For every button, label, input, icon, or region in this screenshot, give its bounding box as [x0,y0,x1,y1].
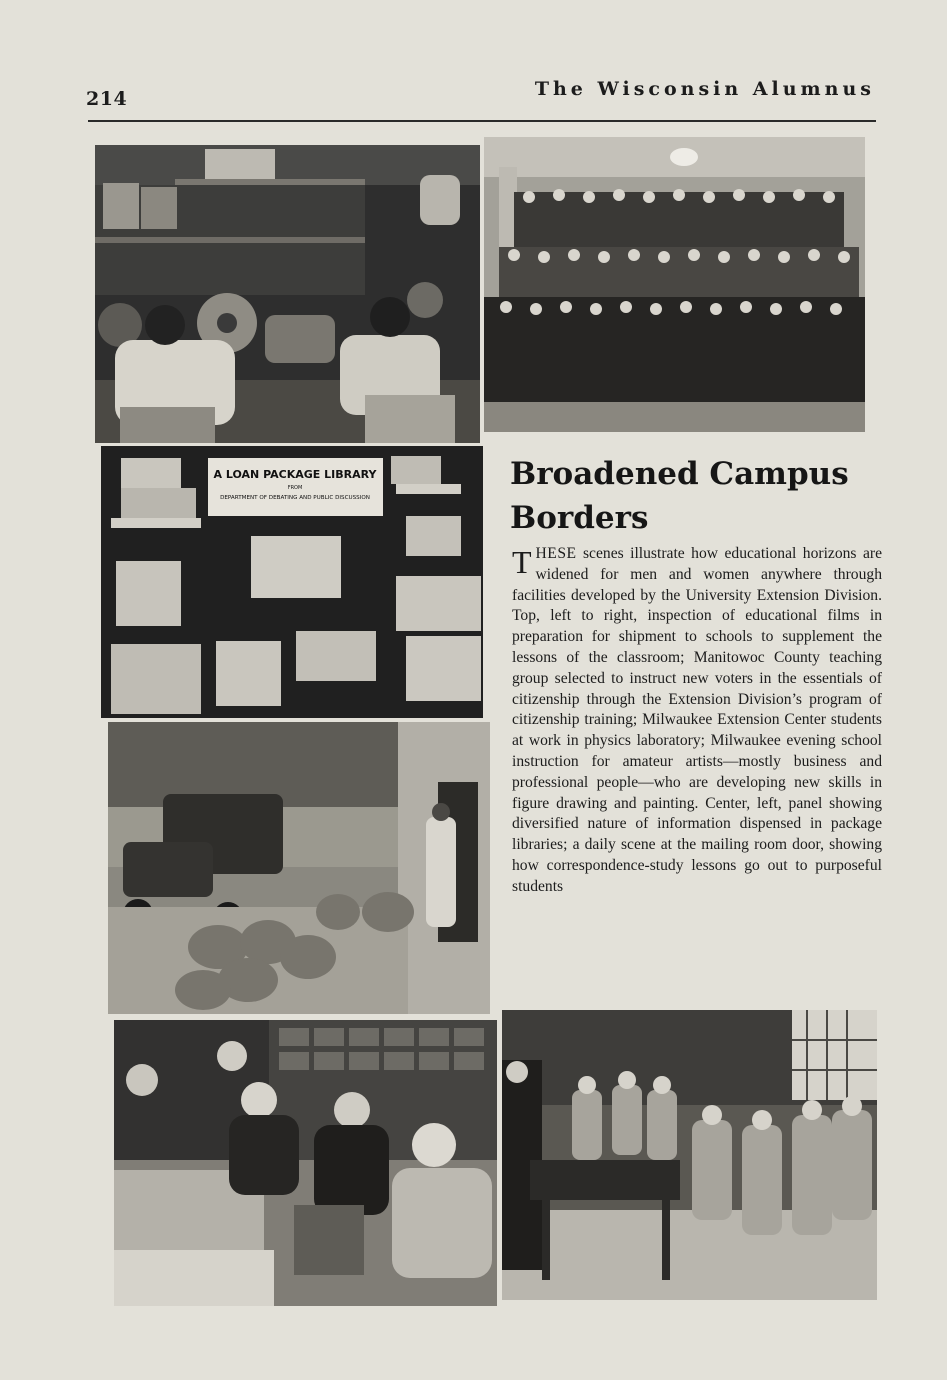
header-rule [88,120,876,122]
page-number: 214 [86,88,128,110]
running-head: The Wisconsin Alumnus [534,78,875,100]
photo-workroom [114,1020,497,1306]
photo-classroom [502,1010,877,1300]
photo-teaching-group [484,137,865,432]
panel-title: A LOAN PACKAGE LIBRARY [213,468,377,481]
lead-caps: HESE [535,545,577,562]
photo-film-inspection [95,145,480,443]
drop-cap: T [512,544,532,580]
article-body [512,544,882,898]
panel-from: FROM [287,485,303,491]
photo-mailing-room-door [108,722,490,1014]
article-body-text: scenes illustrate how educational horizons are widened for men and women anywhere through facilities developed by the University Extension Division. Top, left to right, inspection of educational films in preparation for shipment to schools to supplement the lessons of the classroom; Manitowoc County teaching group selected to instruct new voters in the essentials of citizenship through the Extension Division’s program of citizenship training; Milwaukee Extension Center students at work in physics laboratory; Milwaukee evening school instruction for amateur artists—mostly business and professional people—who are developing new skills in figure drawing and painting. Center, left, panel showing diversified nature of information dispensed in package libraries; a daily scene at the mailing room door, showing how correspondence-study lessons go out to purposeful students [512,545,882,895]
photo-package-library-panel [101,446,483,718]
panel-subtitle: DEPARTMENT OF DEBATING AND PUBLIC DISCUSSION [220,495,370,501]
article-headline: Broadened Campus Borders [510,456,849,536]
